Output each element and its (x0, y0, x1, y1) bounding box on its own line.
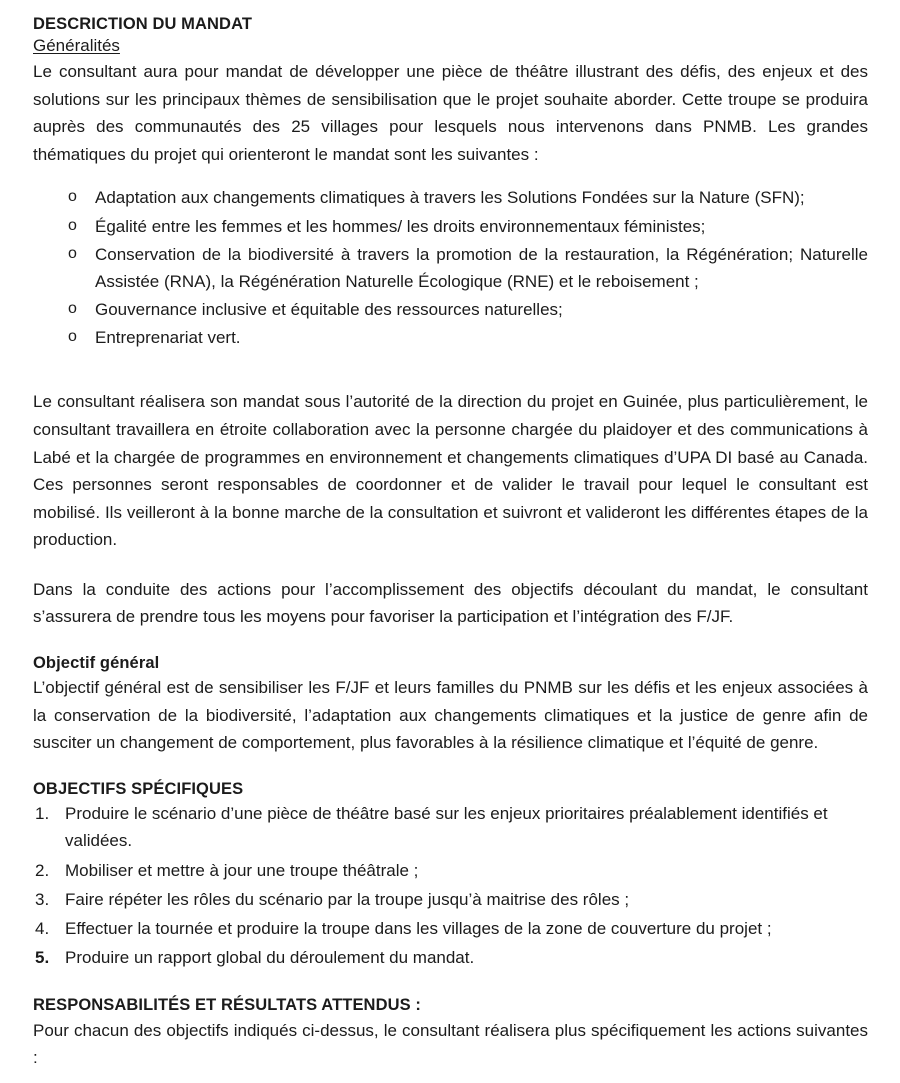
heading-objectif-general: Objectif général (33, 653, 160, 672)
list-item (33, 241, 868, 295)
list-item-label: Adaptation aux changements climatiques à travers les Solutions Fondées sur la Nature (SFN); (95, 188, 805, 208)
circle-bullet-icon: o (68, 300, 77, 318)
spacer (33, 352, 868, 388)
list-item-label: Gouvernance inclusive et équitable des ressources naturelles; (95, 300, 563, 320)
subheading-generalites: Généralités (33, 36, 120, 56)
thematiques-list (33, 184, 868, 351)
circle-bullet-icon: o (68, 244, 77, 262)
paragraph-responsabilites-intro: Pour chacun des objectifs indiqués ci-dessus, le consultant réalisera plus spécifiquement les actions suivantes : (33, 1020, 868, 1068)
list-item-label: Entreprenariat vert. (95, 328, 241, 348)
list-marker: 3. (35, 889, 50, 909)
list-item-label: Égalité entre les femmes et les hommes/ les droits environnementaux féministes; (95, 216, 706, 236)
list-item-label: Mobiliser et mettre à jour une troupe théâtrale ; (65, 860, 419, 880)
paragraph-objectif-general: L’objectif général est de sensibiliser les F/JF et leurs familles du PNMB sur les défis et les enjeux associées à la conservation de la biodiversité, l’adaptation aux changements climatiques et la justice de genre afin de susciter un changement de comportement, plus favorables à la résilience climatique et l’équité de genre. (33, 678, 868, 753)
table-row (33, 800, 868, 854)
list-item-label: Conservation de la biodiversité à travers la promotion de la restauration, la Régénération; Naturelle Assistée (RNA), la Régénération Naturelle Écologique (RNE) et le reboisement ; (95, 244, 868, 291)
paragraph-conduite-actions: Dans la conduite des actions pour l’accomplissement des objectifs découlant du mandat, le consultant s’assurera de prendre tous les moyens pour favoriser la participation et l’intégration des F/JF. (33, 579, 868, 627)
list-marker: 5. (35, 948, 50, 968)
table-row (33, 857, 868, 884)
spacer (33, 757, 868, 779)
list-item-label: Produire le scénario d’une pièce de théâtre basé sur les enjeux prioritaires préalablement identifiés et validées. (65, 804, 828, 851)
table-row (33, 915, 868, 942)
circle-bullet-icon: o (68, 216, 77, 234)
list-item (33, 184, 868, 211)
list-marker: 1. (35, 804, 50, 824)
section-generalites (33, 35, 868, 351)
list-item (33, 296, 868, 323)
heading-responsabilites-resultats: RESPONSABILITÉS ET RÉSULTATS ATTENDUS : (33, 996, 421, 1015)
objectifs-specifiques-list (33, 800, 868, 971)
list-item (33, 324, 868, 351)
list-item (33, 213, 868, 240)
list-item-label: Effectuer la tournée et produire la troupe dans les villages de la zone de couverture du projet ; (65, 918, 772, 938)
spacer (33, 973, 868, 995)
list-marker: 2. (35, 860, 50, 880)
paragraph-generalites-intro: Le consultant aura pour mandat de développer une pièce de théâtre illustrant des défis, des enjeux et des solutions sur les principaux thèmes de sensibilisation que le projet souhaite aborder. Cette troupe se produira auprès des communautés des 25 villages pour lesquels nous intervenons dans PNMB. Les grandes thématiques du projet qui orienteront le mandat sont les suivantes : (33, 62, 868, 164)
table-row (33, 944, 868, 971)
list-marker: 4. (35, 918, 50, 938)
list-item-label: Faire répéter les rôles du scénario par la troupe jusqu’à maitrise des rôles ; (65, 889, 630, 909)
table-row (33, 886, 868, 913)
circle-bullet-icon: o (68, 188, 77, 206)
spacer (33, 631, 868, 653)
document-body (33, 14, 868, 1072)
page-title: DESCRICTION DU MANDAT (33, 15, 253, 33)
heading-objectifs-specifiques: OBJECTIFS SPÉCIFIQUES (33, 779, 244, 798)
paragraph-autorite-projet: Le consultant réalisera son mandat sous l’autorité de la direction du projet en Guinée, plus particulièrement, le consultant travaillera en étroite collaboration avec la personne chargée du plaidoyer et des communications à Labé et la chargée de programmes en environnement et changements climatiques d’UPA DI basé au Canada. Ces personnes seront responsables de coordonner et de valider le travail pour lequel le consultant est mobilisé. Ils veilleront à la bonne marche de la consultation et suivront et valideront les différentes étapes de la production. (33, 392, 868, 550)
spacer (33, 554, 868, 576)
circle-bullet-icon: o (68, 328, 77, 346)
list-item-label: Produire un rapport global du déroulement du mandat. (65, 948, 475, 968)
